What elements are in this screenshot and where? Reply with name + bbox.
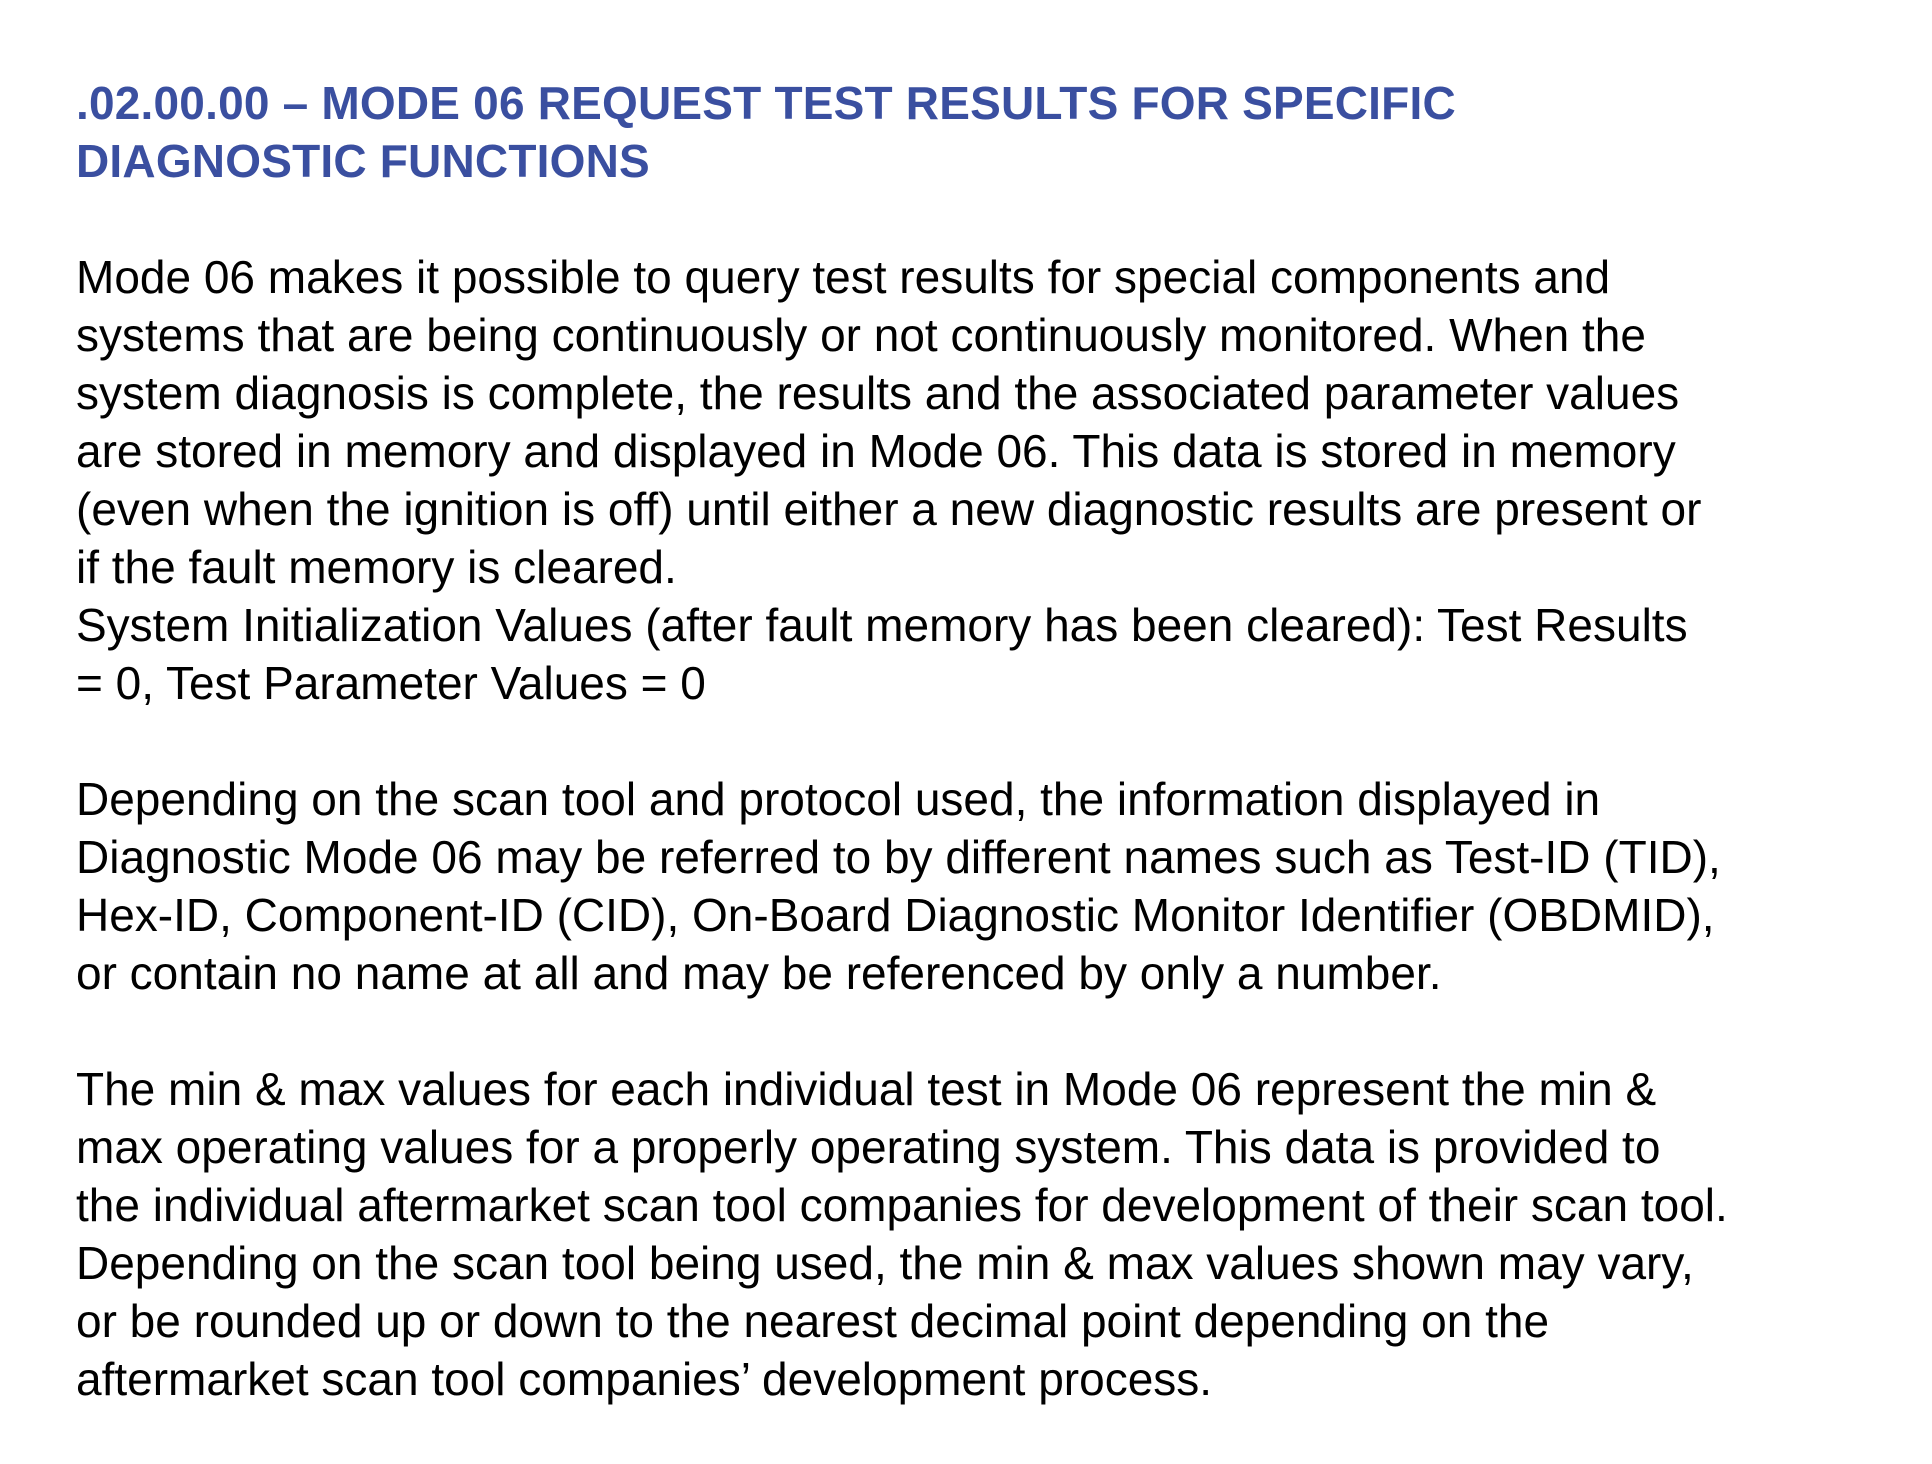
paragraph-line: System Initialization Values (after fault memory has been cleared): Test Results: [76, 599, 1688, 651]
paragraph-line: Mode 06 makes it possible to query test results for special components and: [76, 251, 1611, 303]
paragraph-line: or contain no name at all and may be referenced by only a number.: [76, 947, 1442, 999]
paragraph-mode06-overview: [76, 248, 1906, 712]
heading-line: DIAGNOSTIC FUNCTIONS: [76, 135, 650, 187]
paragraph-line: max operating values for a properly operating system. This data is provided to: [76, 1121, 1661, 1173]
spacer: [76, 712, 1906, 770]
paragraph-line: The min & max values for each individual test in Mode 06 represent the min &: [76, 1063, 1657, 1115]
paragraph-line: the individual aftermarket scan tool companies for development of their scan tool.: [76, 1179, 1728, 1231]
paragraph-line: Diagnostic Mode 06 may be referred to by different names such as Test-ID (TID),: [76, 831, 1721, 883]
paragraph-line: aftermarket scan tool companies’ development process.: [76, 1353, 1213, 1405]
paragraph-line: = 0, Test Parameter Values = 0: [76, 657, 706, 709]
section-heading: [76, 74, 1906, 190]
paragraph-line: if the fault memory is cleared.: [76, 541, 677, 593]
paragraph-line: are stored in memory and displayed in Mode 06. This data is stored in memory: [76, 425, 1676, 477]
paragraph-line: Depending on the scan tool being used, the min & max values shown may vary,: [76, 1237, 1694, 1289]
document-page: [76, 74, 1906, 1408]
paragraph-line: or be rounded up or down to the nearest decimal point depending on the: [76, 1295, 1550, 1347]
heading-line: .02.00.00 – MODE 06 REQUEST TEST RESULTS FOR SPECIFIC: [76, 77, 1456, 129]
spacer: [76, 1002, 1906, 1060]
paragraph-min-max-values: [76, 1060, 1906, 1408]
paragraph-line: Hex-ID, Component-ID (CID), On-Board Diagnostic Monitor Identifier (OBDMID),: [76, 889, 1715, 941]
paragraph-line: (even when the ignition is off) until either a new diagnostic results are present or: [76, 483, 1702, 535]
spacer: [76, 190, 1906, 248]
paragraph-naming: [76, 770, 1906, 1002]
paragraph-line: system diagnosis is complete, the results and the associated parameter values: [76, 367, 1680, 419]
paragraph-line: Depending on the scan tool and protocol used, the information displayed in: [76, 773, 1601, 825]
paragraph-line: systems that are being continuously or not continuously monitored. When the: [76, 309, 1646, 361]
